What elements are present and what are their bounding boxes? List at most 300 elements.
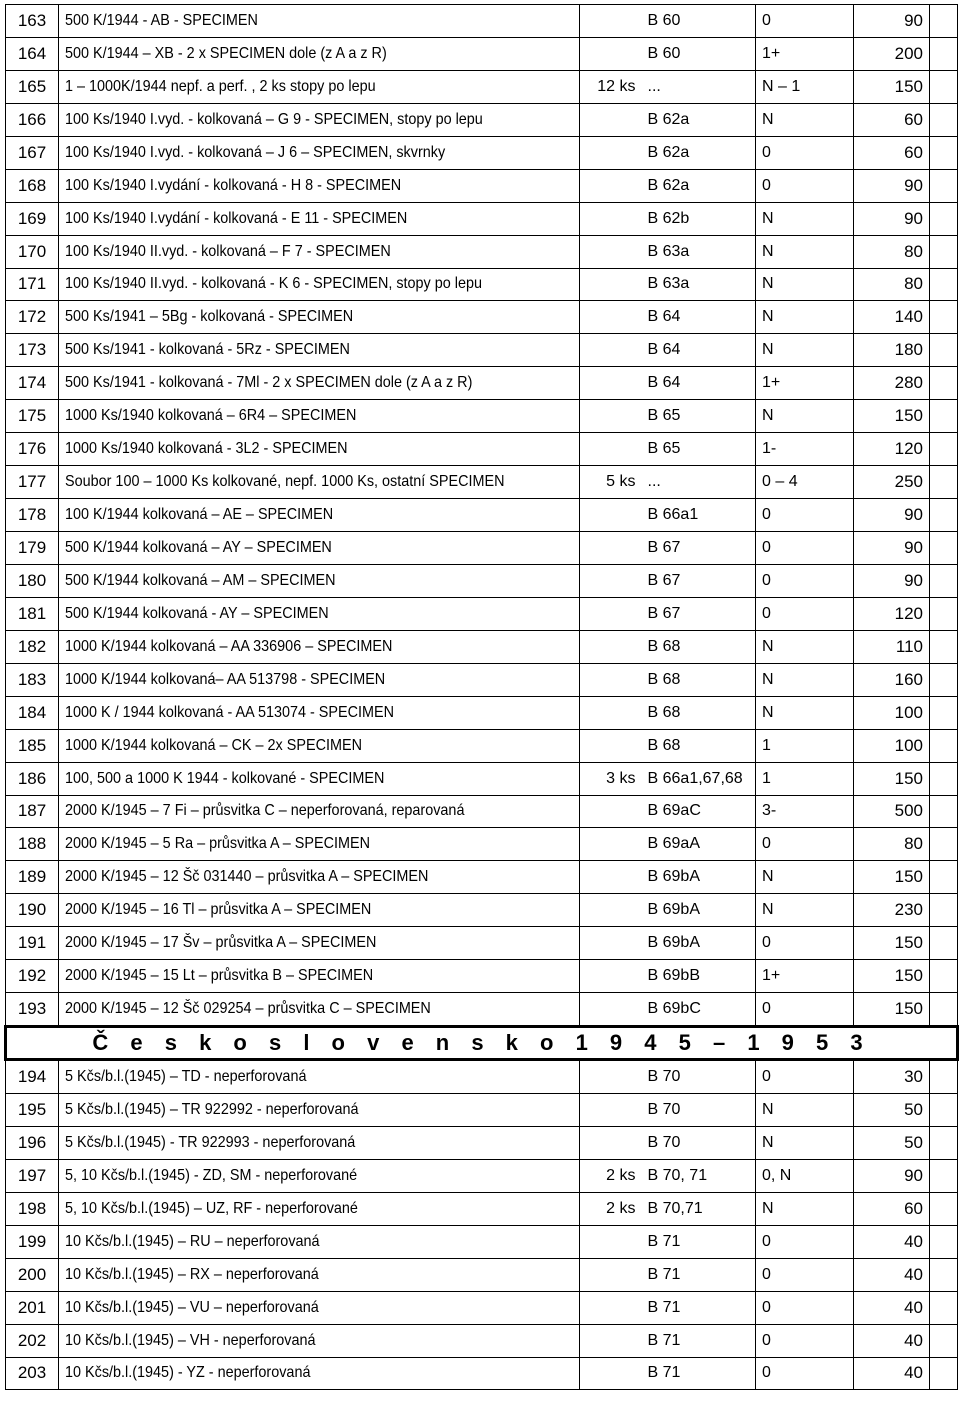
table-row — [6, 762, 958, 795]
table-row — [6, 597, 958, 630]
item-price: 250 — [854, 466, 930, 499]
item-description — [59, 301, 580, 334]
empty-cell — [930, 301, 958, 334]
table-row — [6, 894, 958, 927]
catalog-number: B 69bC — [642, 993, 756, 1027]
item-description-text: 10 Kčs/b.l.(1945) – RX – neperforovaná — [65, 1265, 319, 1283]
catalog-number: B 65 — [642, 400, 756, 433]
item-description-text: 2000 K/1945 – 7 Fi – průsvitka C – neperforovaná, reparovaná — [65, 802, 465, 820]
item-description — [59, 268, 580, 301]
table-row — [6, 663, 958, 696]
item-description — [59, 927, 580, 960]
empty-cell — [930, 1094, 958, 1127]
empty-cell — [930, 1159, 958, 1192]
catalog-number: B 60 — [642, 5, 756, 38]
item-number: 169 — [6, 202, 59, 235]
item-condition: 0 — [756, 1357, 854, 1390]
item-condition: N — [756, 268, 854, 301]
item-quantity — [580, 1258, 642, 1291]
item-condition: 0, N — [756, 1159, 854, 1192]
item-price: 110 — [854, 630, 930, 663]
item-price: 30 — [854, 1060, 930, 1094]
empty-cell — [930, 729, 958, 762]
item-price: 140 — [854, 301, 930, 334]
item-description — [59, 466, 580, 499]
item-condition: 1+ — [756, 37, 854, 70]
item-description-text: 100 Ks/1940 II.vyd. - kolkovaná – F 7 - SPECIMEN — [65, 242, 391, 260]
empty-cell — [930, 136, 958, 169]
item-description — [59, 663, 580, 696]
table-row — [6, 70, 958, 103]
empty-cell — [930, 828, 958, 861]
item-quantity — [580, 499, 642, 532]
item-number: 164 — [6, 37, 59, 70]
item-price: 90 — [854, 169, 930, 202]
item-description — [59, 696, 580, 729]
table-row — [6, 729, 958, 762]
item-quantity — [580, 136, 642, 169]
empty-cell — [930, 1060, 958, 1094]
item-number: 191 — [6, 927, 59, 960]
empty-cell — [930, 1192, 958, 1225]
item-number: 172 — [6, 301, 59, 334]
item-price: 150 — [854, 762, 930, 795]
empty-cell — [930, 466, 958, 499]
item-description — [59, 532, 580, 565]
section-heading-row — [6, 1027, 958, 1060]
empty-cell — [930, 532, 958, 565]
empty-cell — [930, 433, 958, 466]
item-price: 150 — [854, 927, 930, 960]
catalog-number: B 71 — [642, 1291, 756, 1324]
item-condition: N — [756, 103, 854, 136]
item-description — [59, 37, 580, 70]
item-number: 168 — [6, 169, 59, 202]
item-price: 40 — [854, 1291, 930, 1324]
table-row — [6, 136, 958, 169]
item-condition: N — [756, 1192, 854, 1225]
item-description-text: 2000 K/1945 – 12 Šč 031440 – průsvitka A – SPECIMEN — [65, 868, 429, 886]
item-number: 185 — [6, 729, 59, 762]
catalog-number: B 65 — [642, 433, 756, 466]
catalog-number: B 67 — [642, 532, 756, 565]
item-description — [59, 136, 580, 169]
item-price: 60 — [854, 136, 930, 169]
catalog-number: B 60 — [642, 37, 756, 70]
catalog-number: B 71 — [642, 1225, 756, 1258]
item-description-text: 1 – 1000K/1944 nepf. a perf. , 2 ks stopy po lepu — [65, 77, 376, 95]
item-condition: N — [756, 301, 854, 334]
table-row — [6, 1291, 958, 1324]
item-quantity — [580, 1357, 642, 1390]
item-quantity — [580, 630, 642, 663]
item-number: 170 — [6, 235, 59, 268]
item-description-text: 500 Ks/1941 – 5Bg - kolkovaná - SPECIMEN — [65, 308, 354, 326]
item-description — [59, 564, 580, 597]
item-description — [59, 993, 580, 1027]
item-price: 150 — [854, 861, 930, 894]
item-number: 186 — [6, 762, 59, 795]
table-row — [6, 268, 958, 301]
item-number: 197 — [6, 1159, 59, 1192]
catalog-number: B 68 — [642, 696, 756, 729]
catalog-number: B 62b — [642, 202, 756, 235]
item-number: 178 — [6, 499, 59, 532]
table-row — [6, 1159, 958, 1192]
item-quantity — [580, 235, 642, 268]
item-description-text: 100 Ks/1940 I.vydání - kolkovaná - H 8 - SPECIMEN — [65, 176, 402, 194]
item-price: 500 — [854, 795, 930, 828]
item-condition: 0 — [756, 993, 854, 1027]
empty-cell — [930, 927, 958, 960]
item-price: 60 — [854, 1192, 930, 1225]
empty-cell — [930, 499, 958, 532]
item-condition: 0 — [756, 1225, 854, 1258]
item-quantity — [580, 1291, 642, 1324]
item-number: 203 — [6, 1357, 59, 1390]
item-description-text: 2000 K/1945 – 16 Tl – průsvitka A – SPECIMEN — [65, 901, 372, 919]
item-number: 176 — [6, 433, 59, 466]
item-price: 80 — [854, 828, 930, 861]
item-number: 184 — [6, 696, 59, 729]
empty-cell — [930, 696, 958, 729]
item-description — [59, 1324, 580, 1357]
item-description — [59, 795, 580, 828]
item-description-text: 100 Ks/1940 I.vyd. - kolkovaná – J 6 – SPECIMEN, skvrnky — [65, 143, 446, 161]
catalog-number: B 70, 71 — [642, 1159, 756, 1192]
item-price: 40 — [854, 1225, 930, 1258]
empty-cell — [930, 993, 958, 1027]
catalog-number: B 71 — [642, 1258, 756, 1291]
item-description — [59, 1258, 580, 1291]
empty-cell — [930, 334, 958, 367]
empty-cell — [930, 1258, 958, 1291]
item-price: 50 — [854, 1126, 930, 1159]
item-number: 188 — [6, 828, 59, 861]
section-heading-group — [6, 1027, 958, 1060]
item-condition: 0 — [756, 1060, 854, 1094]
item-description — [59, 367, 580, 400]
table-row — [6, 400, 958, 433]
item-quantity — [580, 795, 642, 828]
item-price: 90 — [854, 202, 930, 235]
item-price: 40 — [854, 1258, 930, 1291]
item-quantity — [580, 5, 642, 38]
item-description — [59, 762, 580, 795]
item-description — [59, 169, 580, 202]
table-row — [6, 1225, 958, 1258]
item-description — [59, 1357, 580, 1390]
item-price: 100 — [854, 729, 930, 762]
item-condition: 0 — [756, 927, 854, 960]
item-description-text: 1000 K/1944 kolkovaná– AA 513798 - SPECIMEN — [65, 670, 386, 688]
item-description — [59, 334, 580, 367]
empty-cell — [930, 37, 958, 70]
item-number: 182 — [6, 630, 59, 663]
item-quantity — [580, 400, 642, 433]
table-row — [6, 1324, 958, 1357]
catalog-number: B 71 — [642, 1324, 756, 1357]
item-price: 40 — [854, 1324, 930, 1357]
empty-cell — [930, 795, 958, 828]
item-quantity — [580, 564, 642, 597]
table-row — [6, 202, 958, 235]
item-description-text: 1000 Ks/1940 kolkovaná – 6R4 – SPECIMEN — [65, 407, 357, 425]
item-price: 50 — [854, 1094, 930, 1127]
item-price: 60 — [854, 103, 930, 136]
item-price: 150 — [854, 70, 930, 103]
item-price: 230 — [854, 894, 930, 927]
item-description-text: 1000 K / 1944 kolkovaná - AA 513074 - SPECIMEN — [65, 703, 395, 721]
catalog-number: B 66a1 — [642, 499, 756, 532]
empty-cell — [930, 960, 958, 993]
item-quantity — [580, 1094, 642, 1127]
catalog-number: B 67 — [642, 597, 756, 630]
item-description-text: 1000 Ks/1940 kolkovaná - 3L2 - SPECIMEN — [65, 440, 348, 458]
item-quantity — [580, 367, 642, 400]
item-quantity — [580, 169, 642, 202]
item-condition: 1 — [756, 762, 854, 795]
item-description — [59, 1192, 580, 1225]
item-number: 183 — [6, 663, 59, 696]
item-description — [59, 597, 580, 630]
item-description-text: 100 Ks/1940 II.vyd. - kolkovaná - K 6 - SPECIMEN, stopy po lepu — [65, 275, 483, 293]
table-row — [6, 993, 958, 1027]
item-quantity — [580, 37, 642, 70]
item-quantity — [580, 433, 642, 466]
item-price: 200 — [854, 37, 930, 70]
item-number: 166 — [6, 103, 59, 136]
table-row — [6, 1258, 958, 1291]
item-condition: N — [756, 202, 854, 235]
empty-cell — [930, 1324, 958, 1357]
item-condition: 0 — [756, 564, 854, 597]
item-description — [59, 103, 580, 136]
item-number: 174 — [6, 367, 59, 400]
item-description — [59, 235, 580, 268]
item-price: 150 — [854, 993, 930, 1027]
item-condition: 0 — [756, 1324, 854, 1357]
item-price: 80 — [854, 268, 930, 301]
item-description-text: 10 Kčs/b.l.(1945) – VU – neperforovaná — [65, 1298, 319, 1316]
catalog-number: B 62a — [642, 103, 756, 136]
item-condition: 0 — [756, 597, 854, 630]
item-description — [59, 5, 580, 38]
item-price: 280 — [854, 367, 930, 400]
table-row — [6, 1357, 958, 1390]
empty-cell — [930, 762, 958, 795]
item-quantity: 3 ks — [580, 762, 642, 795]
item-condition: 0 — [756, 532, 854, 565]
table-row — [6, 367, 958, 400]
catalog-number: B 69bA — [642, 894, 756, 927]
catalog-number: B 69aA — [642, 828, 756, 861]
item-description-text: 100 Ks/1940 I.vydání - kolkovaná - E 11 - SPECIMEN — [65, 209, 408, 227]
item-condition: N — [756, 663, 854, 696]
item-quantity — [580, 301, 642, 334]
item-description-text: 1000 K/1944 kolkovaná – AA 336906 – SPECIMEN — [65, 637, 393, 655]
item-quantity — [580, 927, 642, 960]
table-row — [6, 795, 958, 828]
item-price: 40 — [854, 1357, 930, 1390]
catalog-number: B 64 — [642, 334, 756, 367]
item-quantity — [580, 268, 642, 301]
table-row — [6, 301, 958, 334]
item-quantity — [580, 1225, 642, 1258]
item-number: 163 — [6, 5, 59, 38]
item-description — [59, 499, 580, 532]
item-quantity — [580, 597, 642, 630]
catalog-number: B 70 — [642, 1126, 756, 1159]
item-price: 90 — [854, 499, 930, 532]
item-number: 198 — [6, 1192, 59, 1225]
item-description — [59, 1060, 580, 1094]
item-description-text: 1000 K/1944 kolkovaná – CK – 2x SPECIMEN — [65, 736, 362, 754]
table-row — [6, 235, 958, 268]
item-condition: 0 — [756, 5, 854, 38]
empty-cell — [930, 630, 958, 663]
item-quantity — [580, 696, 642, 729]
catalog-number: B 63a — [642, 268, 756, 301]
item-condition: 1 — [756, 729, 854, 762]
item-quantity: 2 ks — [580, 1192, 642, 1225]
item-condition: N – 1 — [756, 70, 854, 103]
empty-cell — [930, 1291, 958, 1324]
item-quantity — [580, 960, 642, 993]
item-quantity: 12 ks — [580, 70, 642, 103]
item-condition: N — [756, 630, 854, 663]
item-description — [59, 861, 580, 894]
item-description — [59, 202, 580, 235]
table-row — [6, 630, 958, 663]
catalog-number: B 70 — [642, 1060, 756, 1094]
item-condition: 0 — [756, 1291, 854, 1324]
item-price: 90 — [854, 532, 930, 565]
item-quantity: 5 ks — [580, 466, 642, 499]
table-row — [6, 5, 958, 38]
item-number: 187 — [6, 795, 59, 828]
item-description-text: 5 Kčs/b.l.(1945) – TR 922992 - neperforovaná — [65, 1100, 359, 1118]
item-price: 100 — [854, 696, 930, 729]
table-row — [6, 828, 958, 861]
empty-cell — [930, 564, 958, 597]
item-quantity: 2 ks — [580, 1159, 642, 1192]
item-description-text: 2000 K/1945 – 12 Šč 029254 – průsvitka C – SPECIMEN — [65, 1000, 431, 1018]
table-row — [6, 433, 958, 466]
item-condition: 0 — [756, 1258, 854, 1291]
empty-cell — [930, 894, 958, 927]
item-price: 120 — [854, 433, 930, 466]
item-description — [59, 630, 580, 663]
item-description-text: 100, 500 a 1000 K 1944 - kolkované - SPECIMEN — [65, 769, 385, 787]
catalog-number: B 64 — [642, 367, 756, 400]
item-description-text: 10 Kčs/b.l.(1945) – VH - neperforovaná — [65, 1331, 316, 1349]
item-condition: N — [756, 1094, 854, 1127]
item-number: 171 — [6, 268, 59, 301]
item-description — [59, 1094, 580, 1127]
catalog-number: ... — [642, 466, 756, 499]
catalog-number: B 68 — [642, 630, 756, 663]
catalog-table — [4, 4, 959, 1390]
table-row — [6, 1126, 958, 1159]
item-quantity — [580, 1324, 642, 1357]
item-price: 90 — [854, 1159, 930, 1192]
item-condition: 0 — [756, 136, 854, 169]
item-description — [59, 1126, 580, 1159]
table-row — [6, 532, 958, 565]
empty-cell — [930, 103, 958, 136]
empty-cell — [930, 367, 958, 400]
item-description — [59, 960, 580, 993]
empty-cell — [930, 169, 958, 202]
catalog-number: B 68 — [642, 663, 756, 696]
empty-cell — [930, 235, 958, 268]
catalog-number: B 62a — [642, 136, 756, 169]
item-description-text: 10 Kčs/b.l.(1945) – RU – neperforovaná — [65, 1232, 320, 1250]
table-row — [6, 927, 958, 960]
item-price: 90 — [854, 5, 930, 38]
table-row — [6, 960, 958, 993]
item-description-text: Soubor 100 – 1000 Ks kolkované, nepf. 1000 Ks, ostatní SPECIMEN — [65, 473, 505, 491]
catalog-number: B 66a1,67,68 — [642, 762, 756, 795]
item-condition: N — [756, 334, 854, 367]
item-price: 180 — [854, 334, 930, 367]
item-number: 167 — [6, 136, 59, 169]
empty-cell — [930, 70, 958, 103]
table-row — [6, 564, 958, 597]
item-number: 201 — [6, 1291, 59, 1324]
item-price: 80 — [854, 235, 930, 268]
item-condition: N — [756, 1126, 854, 1159]
item-description-text: 5, 10 Kčs/b.l.(1945) – UZ, RF - neperforované — [65, 1199, 358, 1217]
table-row — [6, 499, 958, 532]
item-number: 200 — [6, 1258, 59, 1291]
item-description — [59, 400, 580, 433]
item-description-text: 500 K/1944 kolkovaná – AY – SPECIMEN — [65, 538, 332, 556]
item-description-text: 2000 K/1945 – 17 Šv – průsvitka A – SPECIMEN — [65, 934, 377, 952]
empty-cell — [930, 5, 958, 38]
catalog-number: B 63a — [642, 235, 756, 268]
item-quantity — [580, 334, 642, 367]
item-condition: 0 – 4 — [756, 466, 854, 499]
item-quantity — [580, 729, 642, 762]
table-row — [6, 1192, 958, 1225]
item-number: 194 — [6, 1060, 59, 1094]
item-description-text: 5 Kčs/b.l.(1945) - TR 922993 - neperforovaná — [65, 1133, 356, 1151]
item-quantity — [580, 993, 642, 1027]
item-description-text: 500 K/1944 kolkovaná - AY – SPECIMEN — [65, 604, 329, 622]
catalog-number: B 69bA — [642, 861, 756, 894]
item-description — [59, 433, 580, 466]
item-number: 175 — [6, 400, 59, 433]
item-description-text: 2000 K/1945 – 5 Ra – průsvitka A – SPECIMEN — [65, 835, 370, 853]
item-description — [59, 1225, 580, 1258]
table-row — [6, 37, 958, 70]
item-description-text: 10 Kčs/b.l.(1945) - YZ - neperforovaná — [65, 1364, 311, 1382]
item-description — [59, 1159, 580, 1192]
catalog-number: B 71 — [642, 1357, 756, 1390]
item-quantity — [580, 1126, 642, 1159]
item-condition: 3- — [756, 795, 854, 828]
item-description — [59, 1291, 580, 1324]
item-description-text: 500 Ks/1941 - kolkovaná - 7Ml - 2 x SPECIMEN dole (z A a z R) — [65, 374, 473, 392]
item-number: 180 — [6, 564, 59, 597]
item-description-text: 100 K/1944 kolkovaná – AE – SPECIMEN — [65, 506, 334, 524]
empty-cell — [930, 1225, 958, 1258]
item-description-text: 5 Kčs/b.l.(1945) – TD - neperforovaná — [65, 1068, 307, 1086]
item-description-text: 2000 K/1945 – 15 Lt – průsvitka B – SPECIMEN — [65, 967, 374, 985]
table-row — [6, 466, 958, 499]
